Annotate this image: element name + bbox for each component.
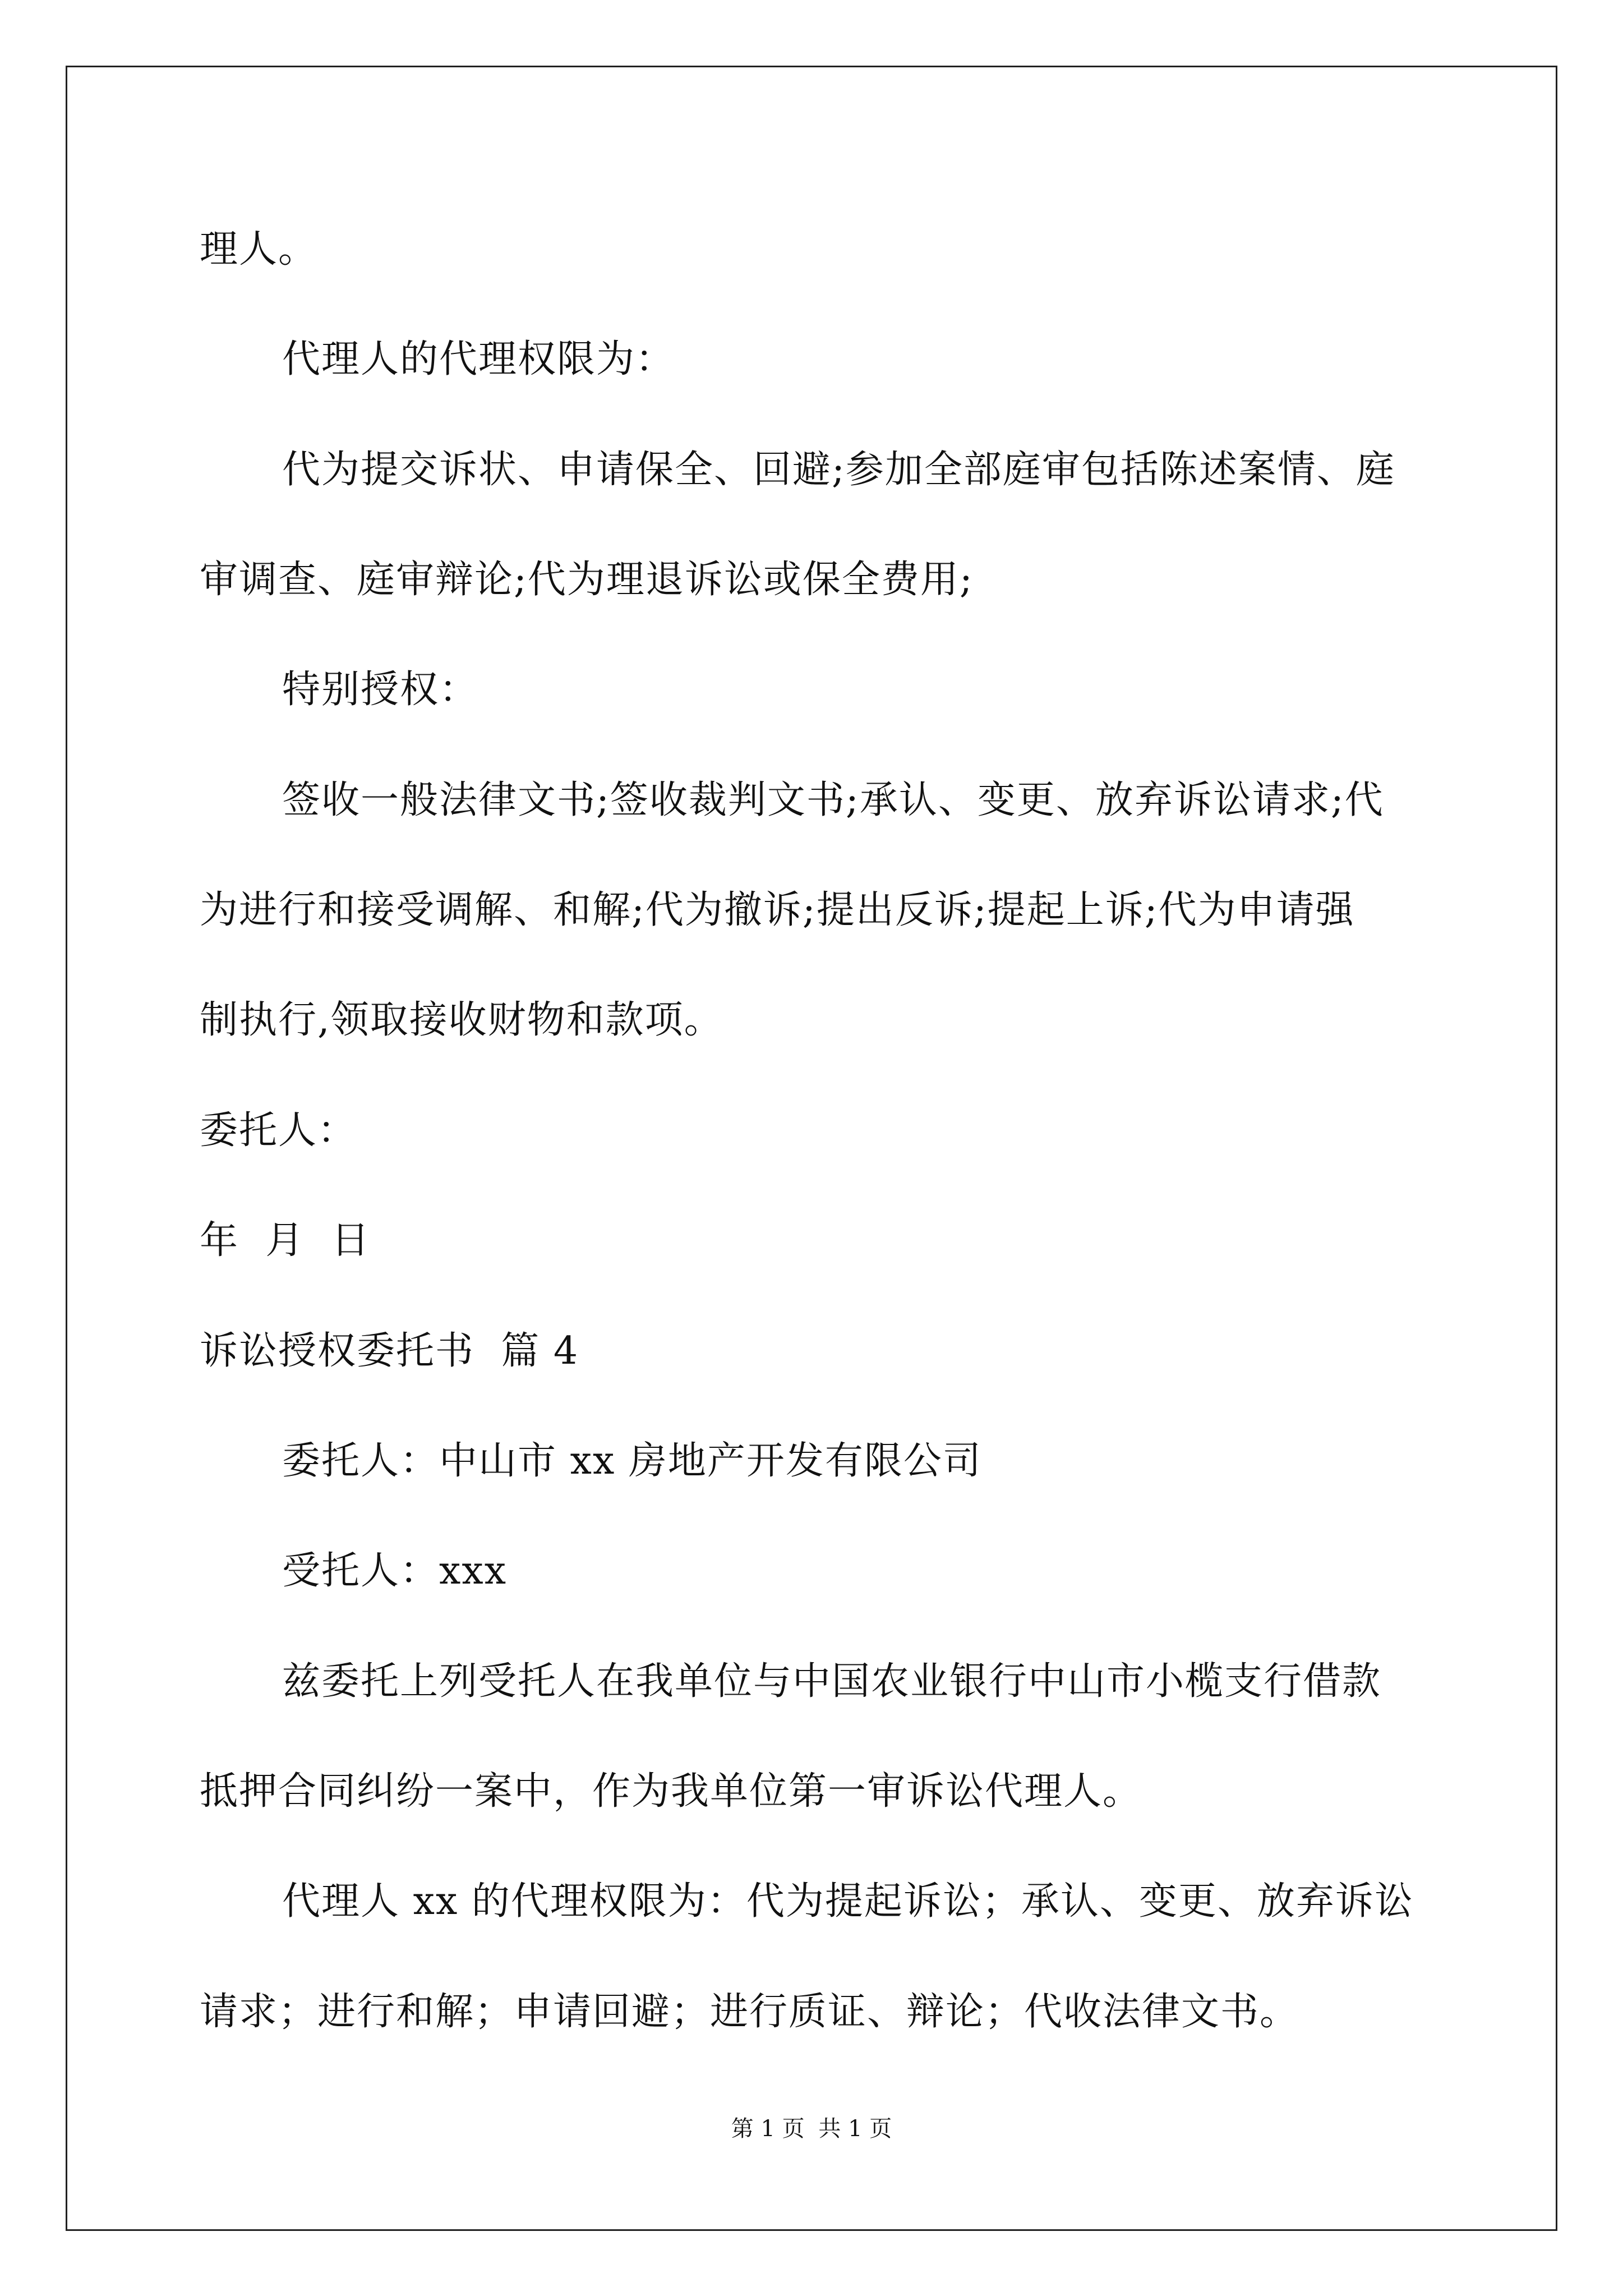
paragraph-line: 审调查、庭审辩论;代为理退诉讼或保全费用; [200,558,974,602]
paragraph-line: 理人。 [200,227,318,272]
paragraph-line: 代为提交诉状、申请保全、回避;参加全部庭审包括陈述案情、庭 [282,448,1395,492]
paragraph-line: 特别授权： [282,668,479,712]
signature-label: 委托人： [200,1108,357,1153]
section-title: 诉讼授权委托书 篇 4 [200,1329,579,1373]
paragraph-line: 受托人：xxx [282,1549,508,1593]
page-footer [0,2115,1623,2143]
paragraph-line: 代理人 xx 的代理权限为：代为提起诉讼；承认、变更、放弃诉讼 [282,1879,1414,1924]
date-line: 年 月 日 [200,1218,371,1263]
paragraph-line: 代理人的代理权限为： [282,337,675,381]
paragraph-line: 请求；进行和解；申请回避；进行质证、辩论；代收法律文书。 [200,1990,1299,2034]
paragraph-line: 兹委托上列受托人在我单位与中国农业银行中山市小榄支行借款 [282,1659,1382,1704]
paragraph-line: 委托人：中山市 xx 房地产开发有限公司 [282,1439,982,1483]
page-number-current: 第 1 页 [731,2116,805,2142]
page-number-total: 共 1 页 [818,2116,892,2142]
paragraph-line: 制执行,领取接收财物和款项。 [200,998,723,1042]
paragraph-line: 为进行和接受调解、和解;代为撤诉;提出反诉;提起上诉;代为申请强 [200,888,1355,932]
paragraph-line: 签收一般法律文书;签收裁判文书;承认、变更、放弃诉讼请求;代 [282,778,1384,822]
paragraph-line: 抵押合同纠纷一案中，作为我单位第一审诉讼代理人。 [200,1769,1142,1814]
